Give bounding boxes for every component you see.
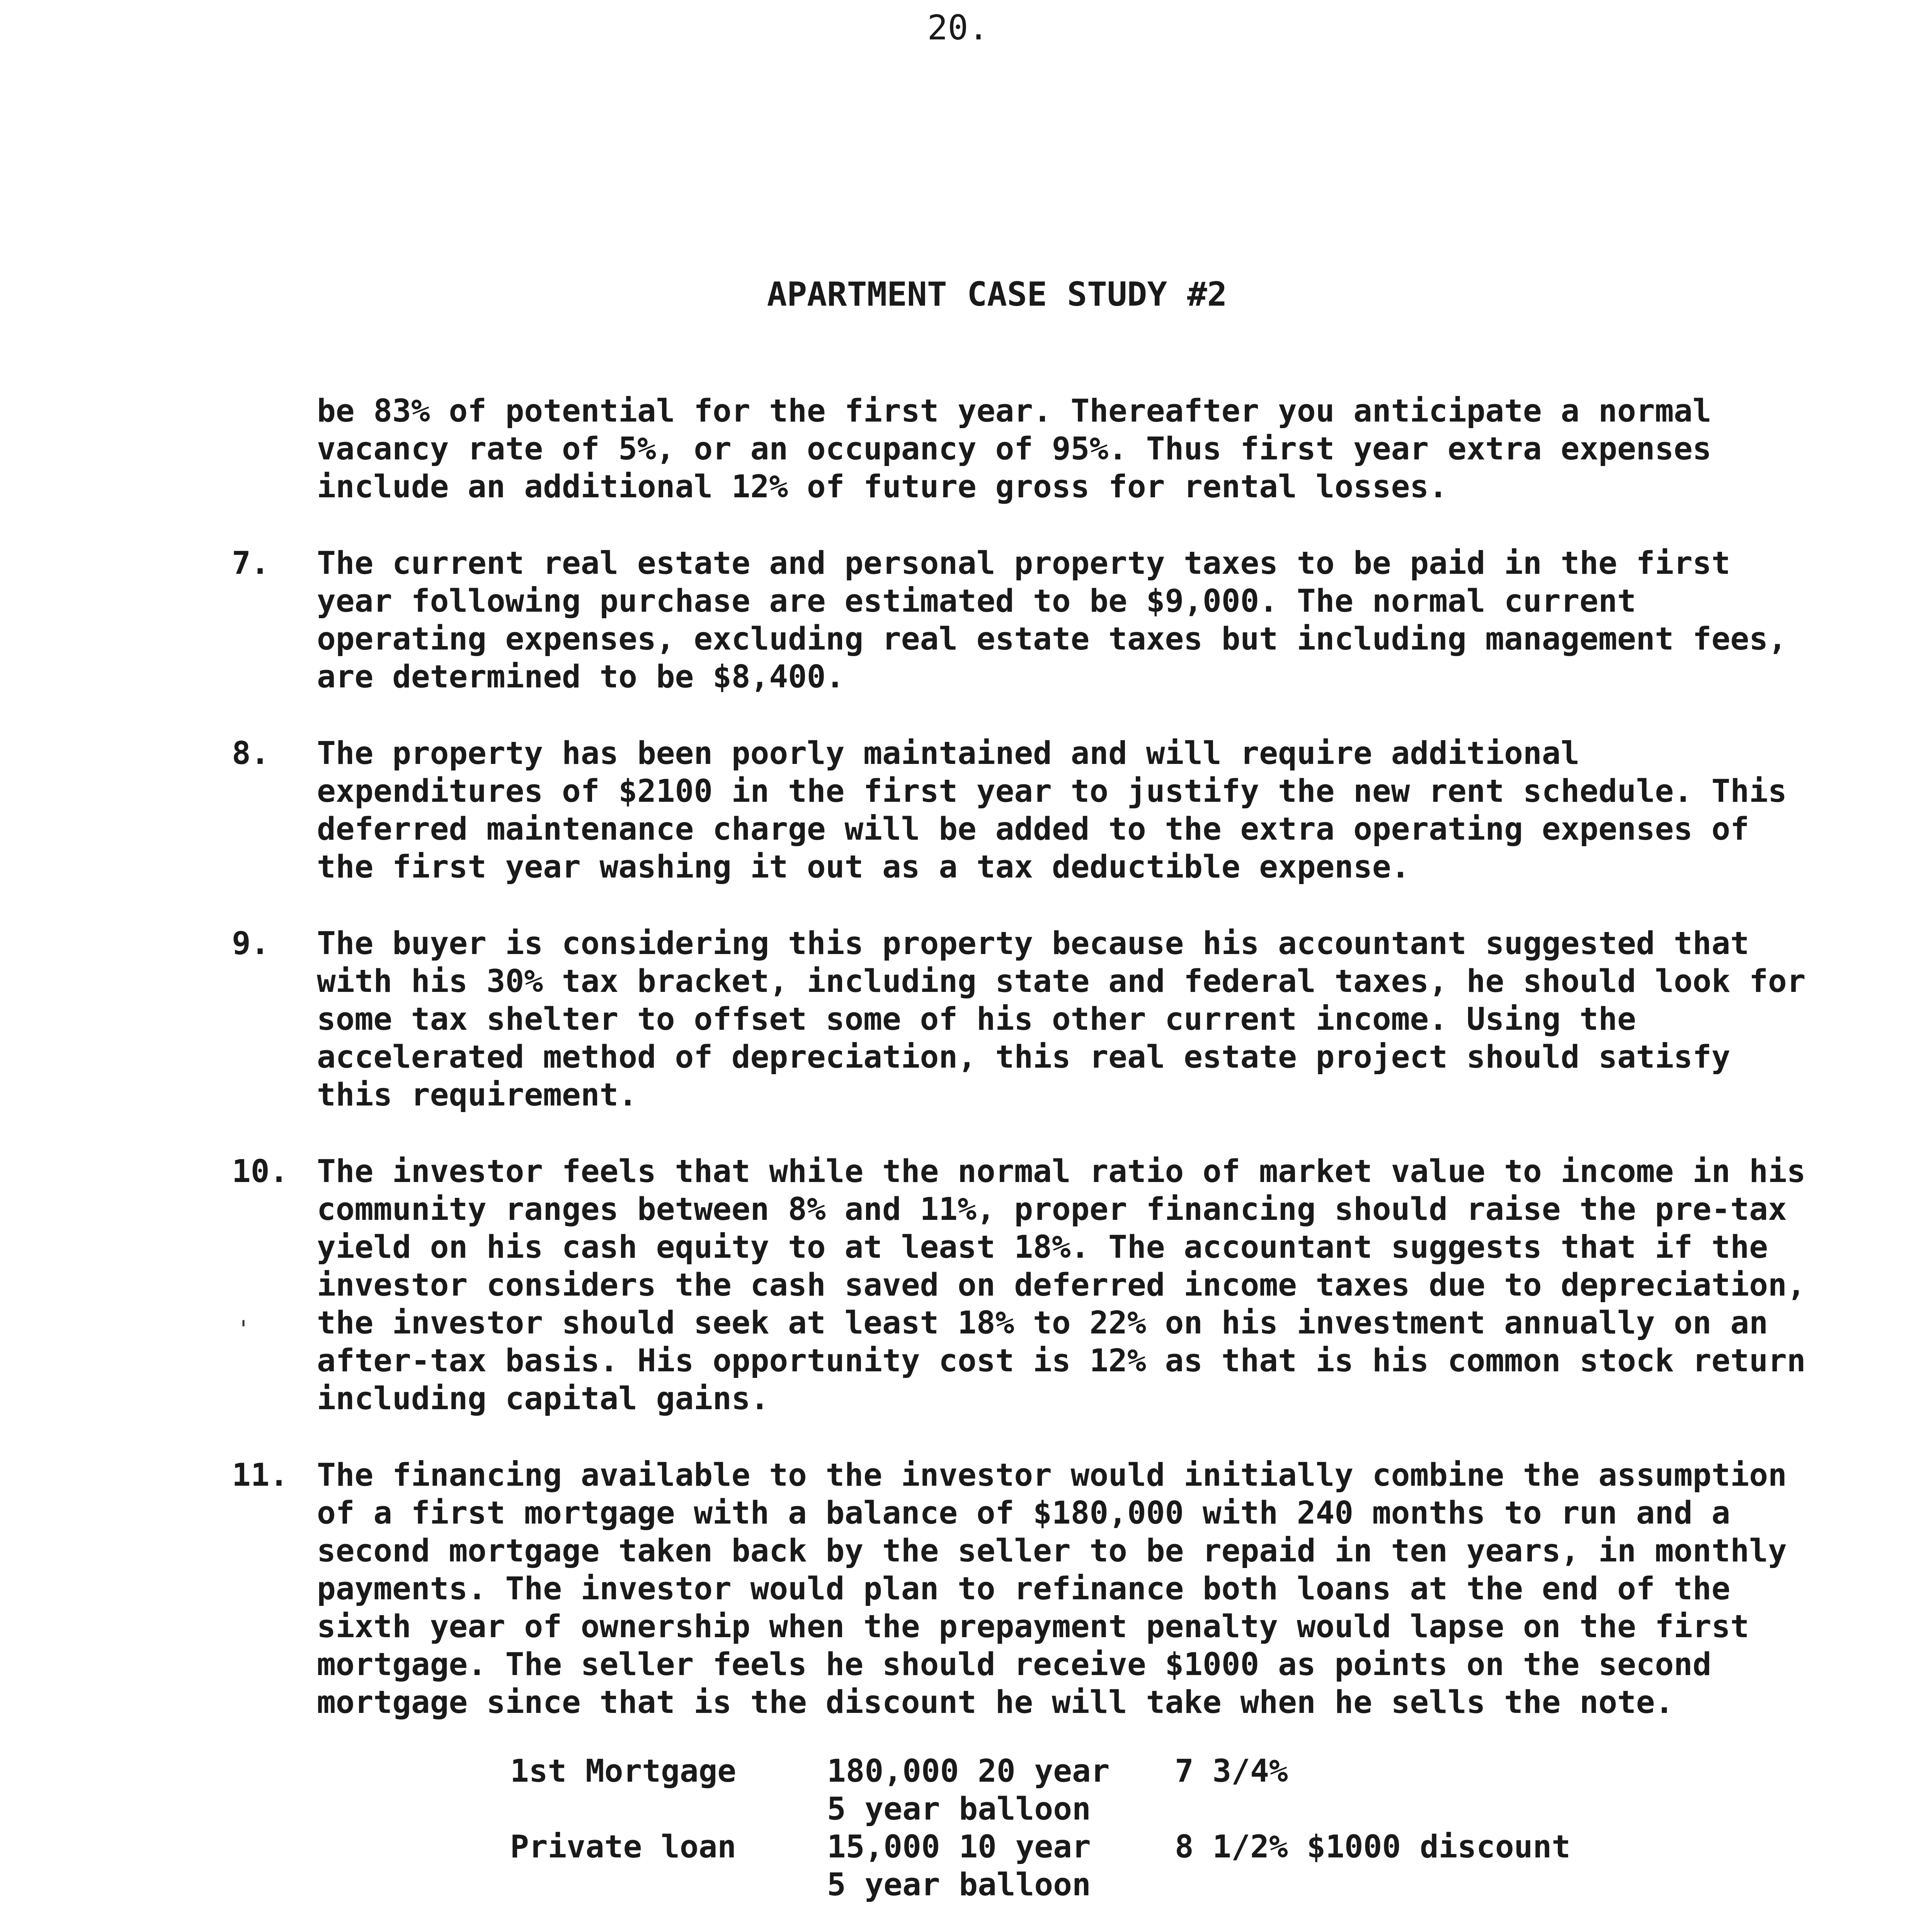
item-text: The investor feels that while the normal ratio of market value to income in his community ranges between 8% and 11%, proper financing should raise the pre-tax yield on his cash equity to at least 18%. The accountant suggests that if the investor considers the cash saved on deferred income taxes due to depreciation, the investor should seek at least 18% to 22% on his investment annually on an after-tax basis. His opportunity cost is 12% as that is his common stock return including capital gains. [317, 1153, 1806, 1417]
loan-rate: 8 1/2% $1000 discount [1175, 1829, 1571, 1865]
loan-rate: 7 3/4% [1175, 1753, 1288, 1789]
item-number: 7. [232, 545, 270, 582]
loan-name: 1st Mortgage [510, 1753, 737, 1789]
list-item-8 [232, 735, 1809, 886]
lead-paragraph: be 83% of potential for the first year. Thereafter you anticipate a normal vacancy rate of 5%, or an occupancy of 95%. Thus first year extra expenses include an additional 12% of future gross for rental losses. [317, 393, 1712, 505]
loan-name: Private loan [510, 1829, 737, 1865]
item-number: 11. [232, 1457, 289, 1493]
item-text: The financing available to the investor would initially combine the assumption of a first mortgage with a balance of $180,000 with 240 months to run and a second mortgage taken back by the seller to be repaid in ten years, in monthly payments. The investor would plan to refinance both loans at the end of the sixth year of ownership when the prepayment penalty would lapse on the first mortgage. The seller feels he should receive $1000 as points on the second mortgage since that is the discount he will take when he sells the note. [317, 1457, 1787, 1721]
item-number: 8. [232, 735, 270, 772]
loan-amount-term: 15,000 10 year [827, 1829, 1091, 1865]
page-title: APARTMENT CASE STUDY #2 [767, 275, 1227, 314]
loan-terms [827, 1828, 1175, 1904]
item-text: The buyer is considering this property because his accountant suggested that with his 30% tax bracket, including state and federal taxes, he should look for some tax shelter to offset some of his other current income. Using the accelerated method of depreciation, this real estate project should satisfy this requirement. [317, 925, 1806, 1113]
list-item-11 [232, 1456, 1809, 1721]
loan-row-private-loan [510, 1828, 1571, 1904]
loan-balloon: 5 year balloon [827, 1867, 1091, 1903]
item-number: 9. [232, 925, 270, 962]
loan-amount-term: 180,000 20 year [827, 1753, 1110, 1789]
item-text: The current real estate and personal property taxes to be paid in the first year following purchase are estimated to be $9,000. The normal current operating expenses, excluding real estate taxes but including management fees, are determined to be $8,400. [317, 545, 1787, 695]
loan-table [510, 1752, 1571, 1904]
stray-mark: ' [237, 1316, 251, 1343]
document-body [232, 392, 1809, 1932]
loan-terms [827, 1752, 1175, 1828]
page-number: 20. [927, 8, 989, 48]
item-text: The property has been poorly maintained and will require additional expenditures of $2100 in the first year to justify the new rent schedule. This deferred maintenance charge will be added to the extra operating expenses of the first year washing it out as a tax deductible expense. [317, 735, 1787, 885]
item-number: 10. [232, 1153, 289, 1190]
loan-row-first-mortgage [510, 1752, 1571, 1828]
loan-balloon: 5 year balloon [827, 1791, 1091, 1827]
list-item-9 [232, 925, 1809, 1114]
list-item-10 [232, 1153, 1809, 1418]
list-item-7 [232, 544, 1809, 696]
